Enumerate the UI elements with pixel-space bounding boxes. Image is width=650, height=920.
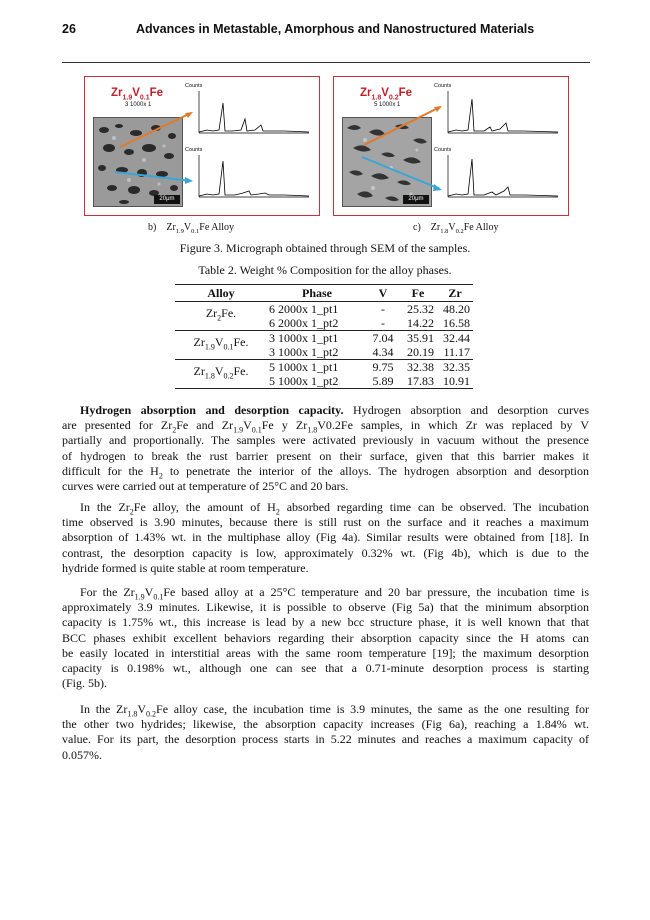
table-row: $Zr_{1.9}V_{0.1}Fe$. 3 1000x 1_pt1 7.04 35.91 32.44 xyxy=(175,331,473,346)
header-v: V xyxy=(367,285,399,302)
paragraph-zr18v02fe: In the $Zr_{1.8}V_{0.2}Fe$ alloy case, the incubation time is 3.9 minutes, the same as the one resulting for the other two hydrides; likewise, the absorption capacity increases (Fig 6a), reaching a 1.84% wt. value. For its part, the desorption process starts in 5.22 minutes and reaches a maximum capacity of 0.057%. xyxy=(62,702,590,762)
alloy-cell: $Zr_2Fe$. xyxy=(175,302,267,331)
book-title: Advances in Metastable, Amorphous and Nanostructured Materials xyxy=(136,22,535,36)
alloy-cell: $Zr_{1.8}V_{0.2}Fe$. xyxy=(175,360,267,389)
panel-alloy-label: $Zr_{1.8}V_{0.2}Fe$ xyxy=(360,87,413,102)
page-number: 26 xyxy=(62,22,76,36)
paragraph-absorption-intro: Hydrogen absorption and desorption capacity. Hydrogen absorption and desorption curves are presented for $Zr_2Fe$ and $Zr_{1.9}V_{0.1}Fe$ y $Zr_{1.8}V0.2Fe$ samples, in which Zr was replaced by V partially and proportionally. The samples were activated previously in vacuum without the presence of hydrogen to break the rust barrier present on their surface, given that this barrier makes it difficult for the $H_2$ to penetrate the interior of the alloys. The hydrogen absorption and desorption curves were carried out at temperature of 25°C and 20 bars. xyxy=(62,403,590,494)
running-header xyxy=(62,22,588,42)
table-caption: Table 2. Weight % Composition for the alloy phases. xyxy=(198,263,452,277)
pointer-arrows xyxy=(85,77,319,215)
pointer-arrows xyxy=(334,77,568,215)
magnification-label: 3 1000x 1 xyxy=(125,102,152,108)
header-zr: Zr xyxy=(437,285,473,302)
subfigure-caption-b: b) $Zr_{1.9}V_{0.1}Fe$ Alloy xyxy=(148,222,235,235)
header-rule xyxy=(62,62,590,63)
table-row: $Zr_2Fe$. 6 2000x 1_pt1 - 25.32 48.20 xyxy=(175,302,473,317)
eds-spectrum-bottom: Counts xyxy=(434,147,562,205)
header-fe: Fe xyxy=(399,285,437,302)
eds-spectrum-bottom: Counts xyxy=(185,147,313,205)
table-row: 5 1000x 1_pt2 5.89 17.83 10.91 xyxy=(175,374,473,389)
figure-panel-c xyxy=(333,76,569,216)
header-alloy: Alloy xyxy=(175,285,267,302)
figure-panel-b xyxy=(84,76,320,216)
table-header-row xyxy=(175,285,473,302)
table-row: 6 2000x 1_pt2 - 14.22 16.58 xyxy=(269,316,470,330)
eds-spectrum-top: Counts xyxy=(434,83,562,141)
table-row: $Zr_{1.8}V_{0.2}Fe$. 5 1000x 1_pt1 9.75 32.38 32.35 xyxy=(175,360,473,375)
composition-table xyxy=(175,284,473,389)
scale-bar: 20μm xyxy=(154,195,180,204)
panel-alloy-label: $Zr_{1.9}V_{0.1}Fe$ xyxy=(111,87,164,102)
header-phase: Phase xyxy=(267,285,367,302)
eds-spectrum-top: Counts xyxy=(185,83,313,141)
table-row: 3 1000x 1_pt2 4.34 20.19 11.17 xyxy=(269,345,470,359)
paragraph-zr2fe: In the $Zr_2Fe$ alloy, the amount of $H_2$ absorbed regarding time can be observed. The incubation time observed is 3.90 minutes, because there is still rust on the surface and it reaches a maximum absorption of 1.43% wt. in the multiphase alloy (Fig 4a). Similar results were obtained from [18]. In contrast, the desorption capacity is low, approximately 0.32% wt. (Fig 4b), which is due to the hydride formed is quite stable at room temperature. xyxy=(62,500,590,575)
figure-caption: Figure 3. Micrograph obtained through SEM of the samples. xyxy=(179,241,471,255)
scale-bar: 20μm xyxy=(403,195,429,204)
magnification-label: 5 1000x 1 xyxy=(374,102,401,108)
alloy-cell: $Zr_{1.9}V_{0.1}Fe$. xyxy=(175,331,267,360)
subfigure-caption-c: c) $Zr_{1.8}V_{0.2}Fe$ Alloy xyxy=(413,222,499,235)
paragraph-zr19v01fe: For the $Zr_{1.9}V_{0.1}Fe$ based alloy at a 25°C temperature and 20 bar pressure, the incubation time is approximately 3.9 minutes. Likewise, it is possible to observe (Fig 5a) that the minimum absorption capacity is 1.75% wt., this increase is lead by a new bcc structure phase, it is well known that that BCC phases exhibit excellent behaviors regarding their absorption capacity since the H atoms can be easily located in interstitial areas with the same room temperature [19]; the maximum desorption capacity is 0.198% wt., although one can see that a 0.71-minute desorption process is starting (Fig. 5b). xyxy=(62,585,589,691)
